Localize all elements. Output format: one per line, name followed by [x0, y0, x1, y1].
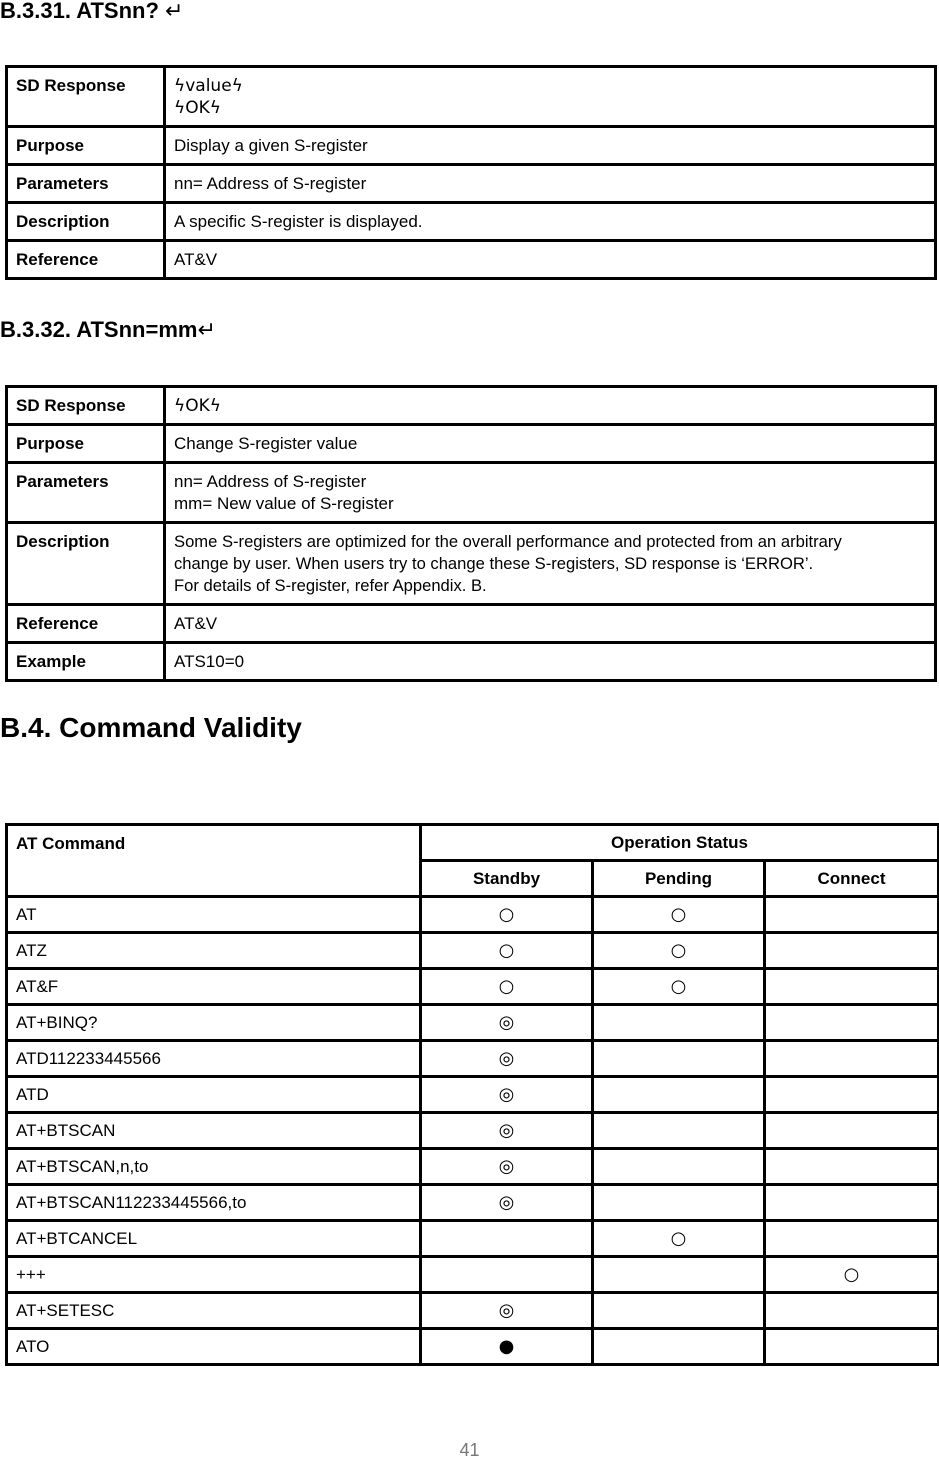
column-header-command: AT Command — [7, 825, 421, 897]
connect-status-cell — [765, 969, 939, 1005]
command-validity-table — [5, 823, 939, 1366]
command-cell: ATD — [7, 1077, 421, 1113]
row-label: Reference — [7, 605, 165, 643]
connect-status-cell — [765, 897, 939, 933]
return-icon: ↵ — [197, 318, 216, 343]
row-value: ϟOKϟ — [165, 387, 936, 425]
row-value: A specific S-register is displayed. — [165, 203, 936, 241]
pending-status-cell — [593, 1329, 765, 1365]
row-value: nn= Address of S-register — [165, 165, 936, 203]
column-header-operation-status: Operation Status — [421, 825, 939, 861]
value-line: mm= New value of S-register — [174, 494, 394, 513]
command-cell: AT&F — [7, 969, 421, 1005]
pending-status-cell — [593, 1149, 765, 1185]
table-row — [7, 969, 939, 1005]
value-line: change by user. When users try to change these S-registers, SD response is ‘ERROR’. — [174, 554, 814, 573]
standby-status-cell: ◎ — [421, 1185, 593, 1221]
standby-status-cell: ◎ — [421, 1293, 593, 1329]
table-row — [7, 463, 936, 523]
column-header-pending: Pending — [593, 861, 765, 897]
value-line: For details of S-register, refer Appendix. B. — [174, 576, 487, 595]
command-cell: AT+BTSCAN,n,to — [7, 1149, 421, 1185]
standby-status-cell: ◎ — [421, 1005, 593, 1041]
return-icon: ↵ — [165, 0, 184, 24]
table-row — [7, 1005, 939, 1041]
section-title-command-validity: B.4. Command Validity — [0, 712, 302, 743]
connect-status-cell — [765, 1221, 939, 1257]
table-row — [7, 1293, 939, 1329]
table-row — [7, 425, 936, 463]
row-value: AT&V — [165, 241, 936, 279]
table-row — [7, 605, 936, 643]
command-cell: ATO — [7, 1329, 421, 1365]
connect-status-cell — [765, 1149, 939, 1185]
connect-status-cell: ○ — [765, 1257, 939, 1293]
standby-status-cell: ○ — [421, 897, 593, 933]
command-cell: AT+BTSCAN — [7, 1113, 421, 1149]
row-value — [165, 67, 936, 127]
pending-status-cell — [593, 1257, 765, 1293]
connect-status-cell — [765, 1293, 939, 1329]
standby-status-cell: ○ — [421, 933, 593, 969]
spec-table-atsnn-query — [5, 65, 937, 280]
table-row — [7, 1185, 939, 1221]
pending-status-cell — [593, 1077, 765, 1113]
row-label: Description — [7, 203, 165, 241]
standby-status-cell: ◎ — [421, 1077, 593, 1113]
table-row — [7, 1257, 939, 1293]
connect-status-cell — [765, 933, 939, 969]
command-cell: AT — [7, 897, 421, 933]
table-row — [7, 203, 936, 241]
row-label: SD Response — [7, 387, 165, 425]
row-value: AT&V — [165, 605, 936, 643]
table-row — [7, 1221, 939, 1257]
connect-status-cell — [765, 1005, 939, 1041]
column-header-connect: Connect — [765, 861, 939, 897]
connect-status-cell — [765, 1185, 939, 1221]
table-row — [7, 643, 936, 681]
command-cell: ATZ — [7, 933, 421, 969]
pending-status-cell — [593, 1041, 765, 1077]
table-row — [7, 67, 936, 127]
connect-status-cell — [765, 1329, 939, 1365]
standby-status-cell: ● — [421, 1329, 593, 1365]
row-value: ATS10=0 — [165, 643, 936, 681]
section-title-text: B.3.31. ATSnn? — [0, 0, 159, 23]
spec-table-atsnn-set — [5, 385, 937, 682]
pending-status-cell: ○ — [593, 897, 765, 933]
row-label: Purpose — [7, 425, 165, 463]
row-label: Reference — [7, 241, 165, 279]
standby-status-cell: ◎ — [421, 1041, 593, 1077]
standby-status-cell: ◎ — [421, 1113, 593, 1149]
row-label: Example — [7, 643, 165, 681]
command-cell: ATD112233445566 — [7, 1041, 421, 1077]
table-header-row — [7, 825, 939, 861]
command-cell: AT+BTCANCEL — [7, 1221, 421, 1257]
table-row — [7, 1149, 939, 1185]
value-line: ϟOKϟ — [174, 98, 221, 118]
command-cell: AT+BTSCAN112233445566,to — [7, 1185, 421, 1221]
command-cell: AT+BINQ? — [7, 1005, 421, 1041]
table-row — [7, 241, 936, 279]
pending-status-cell: ○ — [593, 933, 765, 969]
table-row — [7, 1077, 939, 1113]
section-title-atsnn-query — [0, 0, 183, 24]
pending-status-cell — [593, 1293, 765, 1329]
standby-status-cell: ◎ — [421, 1149, 593, 1185]
validity-table-body — [7, 897, 939, 1365]
row-label: Description — [7, 523, 165, 605]
command-cell: +++ — [7, 1257, 421, 1293]
pending-status-cell: ○ — [593, 969, 765, 1005]
standby-status-cell — [421, 1257, 593, 1293]
connect-status-cell — [765, 1113, 939, 1149]
connect-status-cell — [765, 1041, 939, 1077]
table-row — [7, 165, 936, 203]
pending-status-cell — [593, 1113, 765, 1149]
value-line: nn= Address of S-register — [174, 472, 367, 491]
row-label: Purpose — [7, 127, 165, 165]
table-row — [7, 897, 939, 933]
row-label: Parameters — [7, 165, 165, 203]
row-value: Change S-register value — [165, 425, 936, 463]
table-row — [7, 523, 936, 605]
pending-status-cell: ○ — [593, 1221, 765, 1257]
table-row — [7, 387, 936, 425]
standby-status-cell — [421, 1221, 593, 1257]
pending-status-cell — [593, 1005, 765, 1041]
table-row — [7, 933, 939, 969]
section-title-text: B.3.32. ATSnn=mm — [0, 317, 198, 342]
table-row — [7, 1041, 939, 1077]
value-line: Some S-registers are optimized for the overall performance and protected from an arbitrary — [174, 532, 842, 551]
page-number: 41 — [459, 1440, 480, 1460]
row-label: SD Response — [7, 67, 165, 127]
connect-status-cell — [765, 1077, 939, 1113]
table-row — [7, 1329, 939, 1365]
table-row — [7, 127, 936, 165]
standby-status-cell: ○ — [421, 969, 593, 1005]
pending-status-cell — [593, 1185, 765, 1221]
value-line: ϟvalueϟ — [174, 76, 243, 96]
table-row — [7, 1113, 939, 1149]
column-header-standby: Standby — [421, 861, 593, 897]
row-value: Display a given S-register — [165, 127, 936, 165]
row-label: Parameters — [7, 463, 165, 523]
row-value — [165, 463, 936, 523]
row-value — [165, 523, 936, 605]
command-cell: AT+SETESC — [7, 1293, 421, 1329]
section-title-atsnn-set — [0, 317, 216, 343]
